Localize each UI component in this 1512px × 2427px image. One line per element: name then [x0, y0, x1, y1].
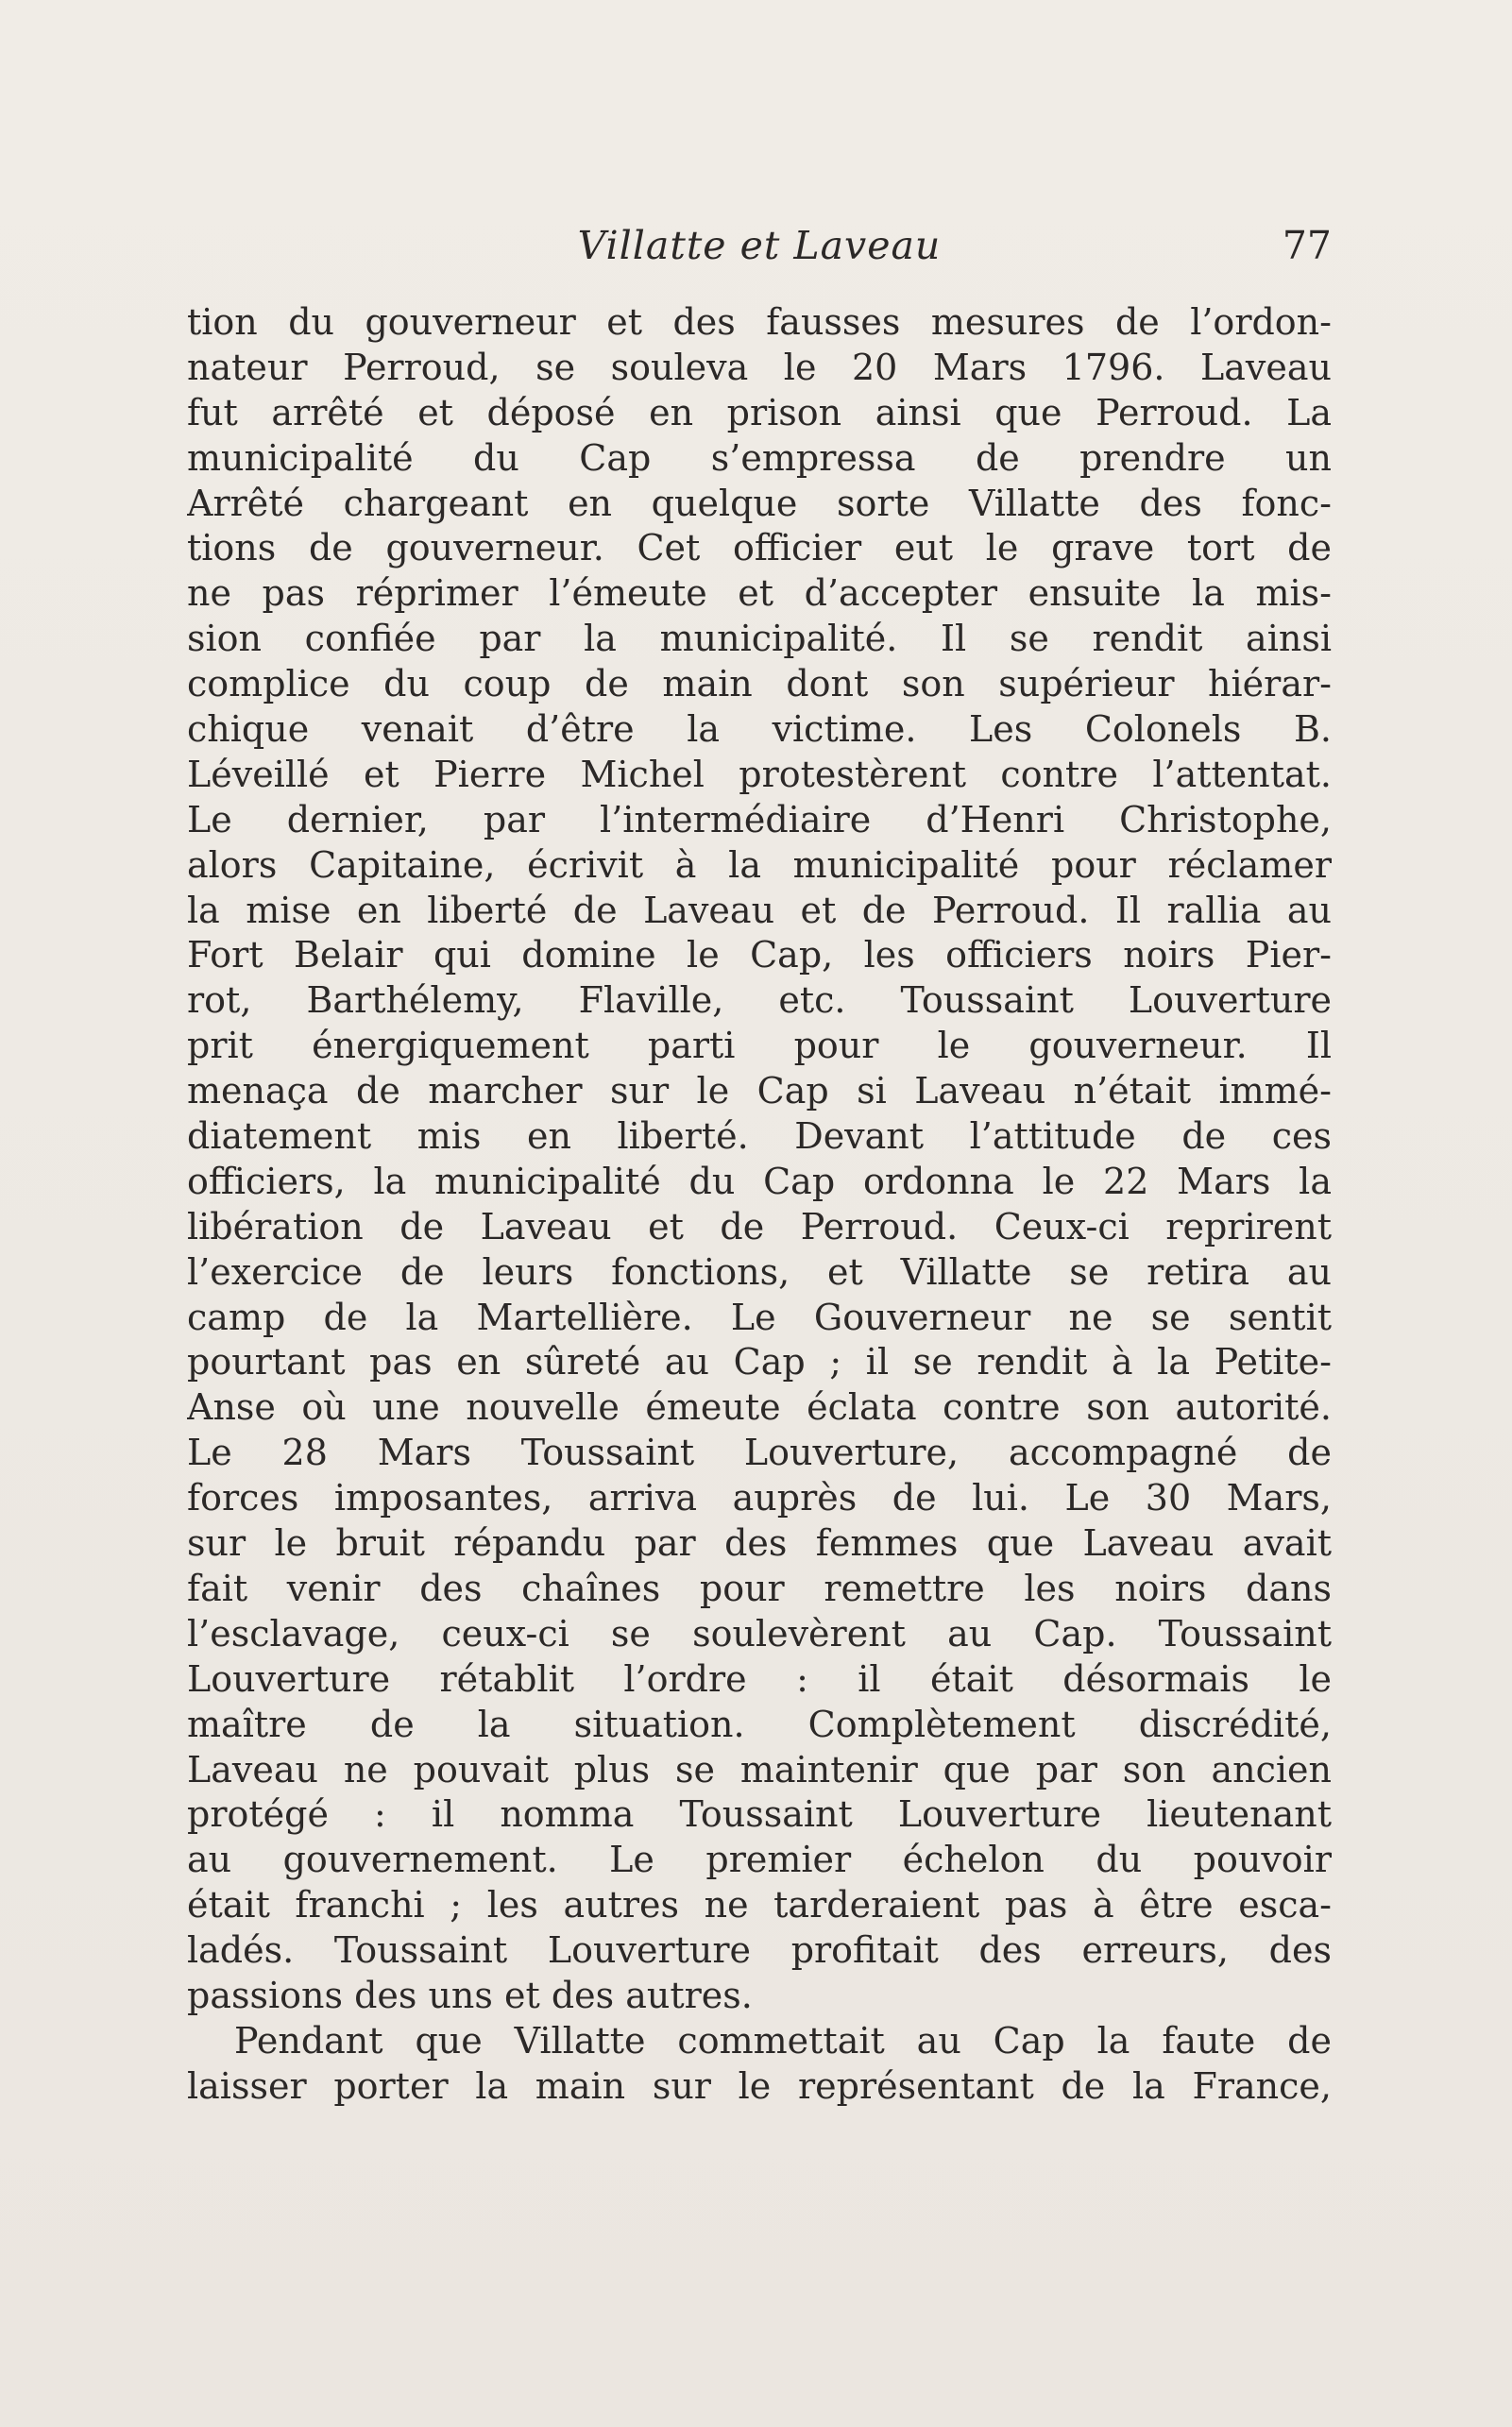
text-line: Le dernier, par l’intermédiaire d’Henri Christophe,: [187, 798, 1332, 840]
text-line: sur le bruit répandu par des femmes que Laveau avait: [187, 1522, 1332, 1565]
text-line: libération de Laveau et de Perroud. Ceux-ci reprirent: [187, 1205, 1332, 1247]
text-line: tion du gouverneur et des fausses mesures de l’ordon-: [187, 301, 1332, 343]
text-line: menaça de marcher sur le Cap si Laveau n’était immé-: [187, 1070, 1332, 1112]
text-line: la mise en liberté de Laveau et de Perroud. Il rallia au: [187, 889, 1332, 931]
text-line: fut arrêté et déposé en prison ainsi que Perroud. La: [187, 391, 1332, 433]
text-line: municipalité du Cap s’empressa de prendre un: [187, 436, 1332, 479]
text-line: tions de gouverneur. Cet officier eut le grave tort de: [187, 527, 1332, 569]
text-line: l’exercice de leurs fonctions, et Villatte se retira au: [187, 1250, 1332, 1293]
text-line: Fort Belair qui domine le Cap, les officiers noirs Pier-: [187, 934, 1332, 976]
text-line: Anse où une nouvelle émeute éclata contre son autorité.: [187, 1386, 1332, 1429]
text-line: rot, Barthélemy, Flaville, etc. Toussaint Louverture: [187, 979, 1332, 1022]
text-line: laisser porter la main sur le représentant de la France,: [187, 2064, 1332, 2107]
text-line: diatement mis en liberté. Devant l’attitude de ces: [187, 1115, 1332, 1158]
text-line: était franchi ; les autres ne tarderaient pas à être esca-: [187, 1884, 1332, 1926]
text-line: complice du coup de main dont son supérieur hiérar-: [187, 663, 1332, 705]
text-line: au gouvernement. Le premier échelon du pouvoir: [187, 1839, 1332, 1881]
text-line: Arrêté chargeant en quelque sorte Villatte des fonc-: [187, 482, 1332, 524]
text-line: ne pas réprimer l’émeute et d’accepter ensuite la mis-: [187, 572, 1332, 615]
page-number: 77: [1282, 223, 1332, 268]
text-line: maître de la situation. Complètement discrédité,: [187, 1703, 1332, 1745]
text-line: chique venait d’être la victime. Les Colonels B.: [187, 708, 1332, 751]
text-line: Léveillé et Pierre Michel protestèrent contre l’attentat.: [187, 753, 1332, 795]
page-header: [187, 217, 1332, 274]
text-line: pourtant pas en sûreté au Cap ; il se rendit à la Petite-: [187, 1341, 1332, 1383]
text-line: sion confiée par la municipalité. Il se rendit ainsi: [187, 618, 1332, 660]
text-line: Laveau ne pouvait plus se maintenir que par son ancien: [187, 1748, 1332, 1791]
text-line: fait venir des chaînes pour remettre les noirs dans: [187, 1567, 1332, 1609]
text-line: ladés. Toussaint Louverture profitait des erreurs, des: [187, 1929, 1332, 1972]
text-line: alors Capitaine, écrivit à la municipalité pour réclamer: [187, 843, 1332, 886]
text-line: protégé : il nomma Toussaint Louverture lieutenant: [187, 1793, 1332, 1836]
text-line: passions des uns et des autres.: [187, 1974, 753, 2016]
body-text: [187, 300, 1332, 2110]
text-line: l’esclavage, ceux-ci se soulevèrent au Cap. Toussaint: [187, 1612, 1332, 1655]
text-line: nateur Perroud, se souleva le 20 Mars 1796. Laveau: [187, 346, 1332, 388]
running-title: Villatte et Laveau: [577, 223, 942, 268]
text-line: prit énergiquement parti pour le gouverneur. Il: [187, 1025, 1332, 1067]
text-line: officiers, la municipalité du Cap ordonna le 22 Mars la: [187, 1160, 1332, 1202]
text-line: Pendant que Villatte commettait au Cap la faute de: [234, 2019, 1332, 2062]
text-line: camp de la Martellière. Le Gouverneur ne se sentit: [187, 1296, 1332, 1338]
text-line: Le 28 Mars Toussaint Louverture, accompagné de: [187, 1432, 1332, 1474]
text-line: forces imposantes, arriva auprès de lui. Le 30 Mars,: [187, 1477, 1332, 1519]
text-line: Louverture rétablit l’ordre : il était désormais le: [187, 1657, 1332, 1700]
